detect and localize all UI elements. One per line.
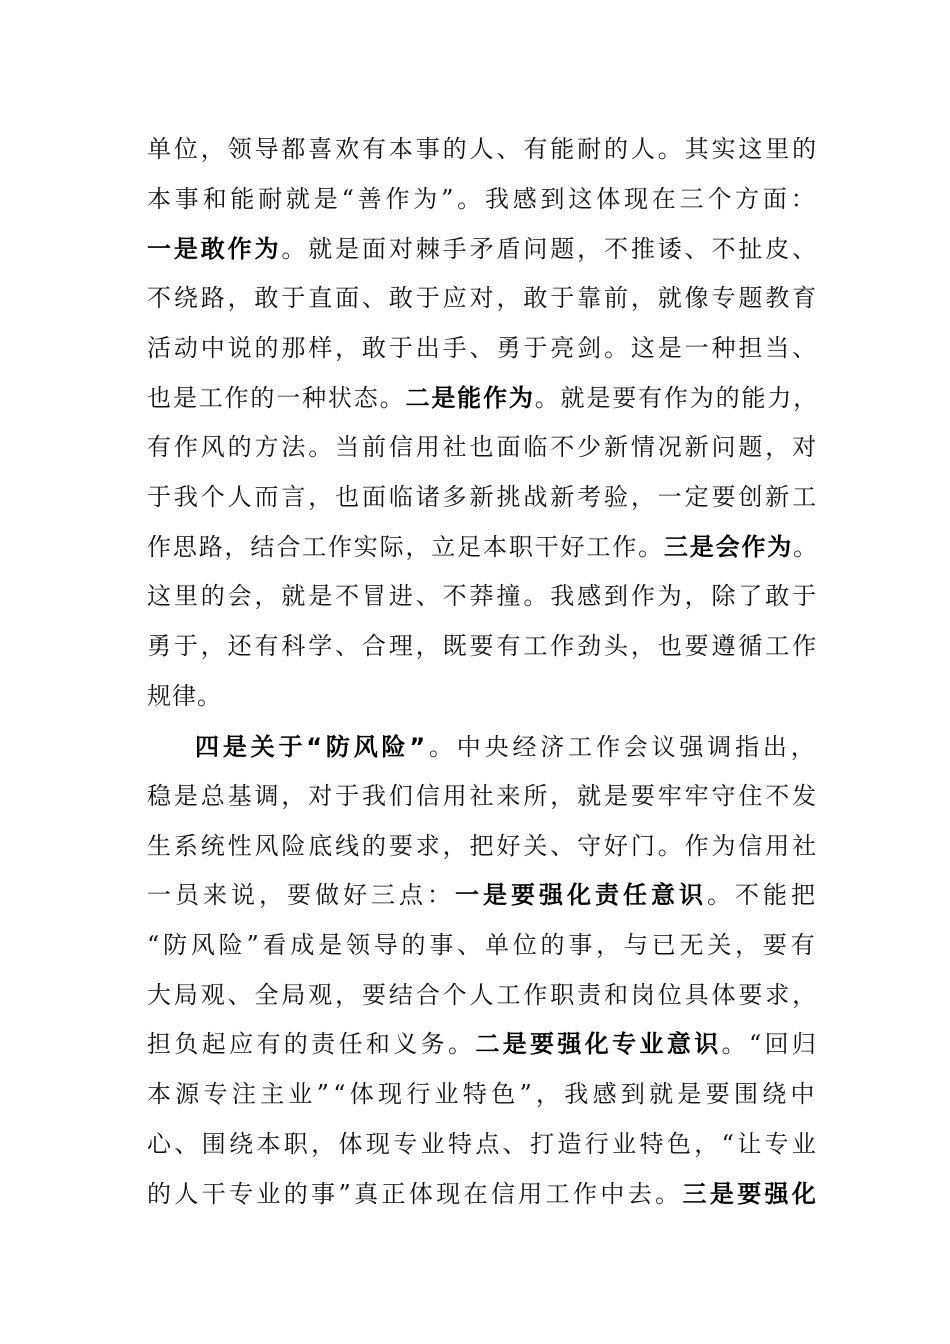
text-line: [147, 680, 222, 712]
text-line: [147, 282, 819, 314]
text-run: 稳是总基调，对于我们信用社来所，就是要牢牢守住不发: [147, 782, 819, 810]
text-run: 单位，领导都喜欢有本事的人、有能耐的人。其实这里的: [147, 135, 819, 163]
text-run: 。: [793, 533, 820, 561]
bold-heading: 三是要强化: [682, 1180, 820, 1208]
text-line: [147, 979, 819, 1011]
text-line: [147, 630, 819, 662]
text-line: [147, 1028, 819, 1060]
text-line: [147, 780, 819, 812]
text-run: 心、围绕本职，体现专业特点、打造行业特色，“让专业: [147, 1130, 820, 1158]
text-run: “防风险”看成是领导的事、单位的事，与已无关，要有: [147, 931, 819, 959]
text-run: 有作风的方法。当前信用社也面临不少新情况新问题，对: [147, 433, 819, 461]
text-line: [147, 332, 819, 364]
text-run: 作思路，结合工作实际，立足本职干好工作。: [147, 533, 664, 561]
text-line: [147, 233, 819, 265]
bold-heading: 一是要强化责任意识: [455, 881, 707, 909]
text-run: 。中央经济工作会议强调指出，: [428, 733, 819, 761]
text-line: [147, 382, 819, 414]
text-run: 活动中说的那样，敢于出手、勇于亮剑。这是一种担当、: [147, 334, 819, 362]
text-run: 的人干专业的事”真正体现在信用工作中去。: [147, 1180, 683, 1208]
text-run: 。就是面对棘手矛盾问题，不推诿、不扯皮、: [281, 235, 820, 263]
text-line: [147, 531, 819, 563]
text-line: [147, 133, 819, 165]
text-run: 也是工作的一种状态。: [147, 384, 406, 412]
bold-heading: 一是敢作为: [147, 235, 282, 263]
text-line: [147, 830, 819, 862]
text-line: [147, 1178, 819, 1210]
text-run: 。就是要有作为的能力，: [534, 384, 820, 412]
text-run: 本事和能耐就是“善作为”。我感到这体现在三个方面：: [147, 185, 819, 213]
text-line: [147, 1078, 819, 1110]
text-run: 不绕路，敢于直面、敢于应对，敢于靠前，就像专题教育: [147, 284, 819, 312]
text-line: [195, 731, 819, 763]
text-run: 规律。: [147, 682, 222, 710]
text-run: 勇于，还有科学、合理，既要有工作劲头，也要遵循工作: [147, 632, 819, 660]
bold-heading: 三是会作为: [663, 533, 794, 561]
text-run: 这里的会，就是不冒进、不莽撞。我感到作为，除了敢于: [147, 582, 819, 610]
bold-heading: 二是要强化专业意识: [475, 1030, 722, 1058]
bold-heading: 二是能作为: [405, 384, 535, 412]
text-run: 生系统性风险底线的要求，把好关、守好门。作为信用社: [147, 832, 819, 860]
text-line: [147, 431, 819, 463]
text-line: [147, 1128, 819, 1160]
text-run: 于我个人而言，也面临诸多新挑战新考验，一定要创新工: [147, 483, 819, 511]
text-line: [147, 879, 819, 911]
text-line: [147, 929, 819, 961]
text-run: 担负起应有的责任和义务。: [147, 1030, 476, 1058]
text-line: [147, 183, 819, 215]
text-run: 一员来说，要做好三点：: [147, 881, 455, 909]
text-run: 大局观、全局观，要结合个人工作职责和岗位具体要求，: [147, 981, 819, 1009]
text-run: 。不能把: [707, 881, 819, 909]
text-run: 本源专注主业”“体现行业特色”，我感到就是要围绕中: [147, 1080, 819, 1108]
bold-heading: 四是关于“防风险”: [195, 733, 429, 761]
text-run: 。“回归: [721, 1030, 820, 1058]
text-line: [147, 580, 819, 612]
text-line: [147, 481, 819, 513]
